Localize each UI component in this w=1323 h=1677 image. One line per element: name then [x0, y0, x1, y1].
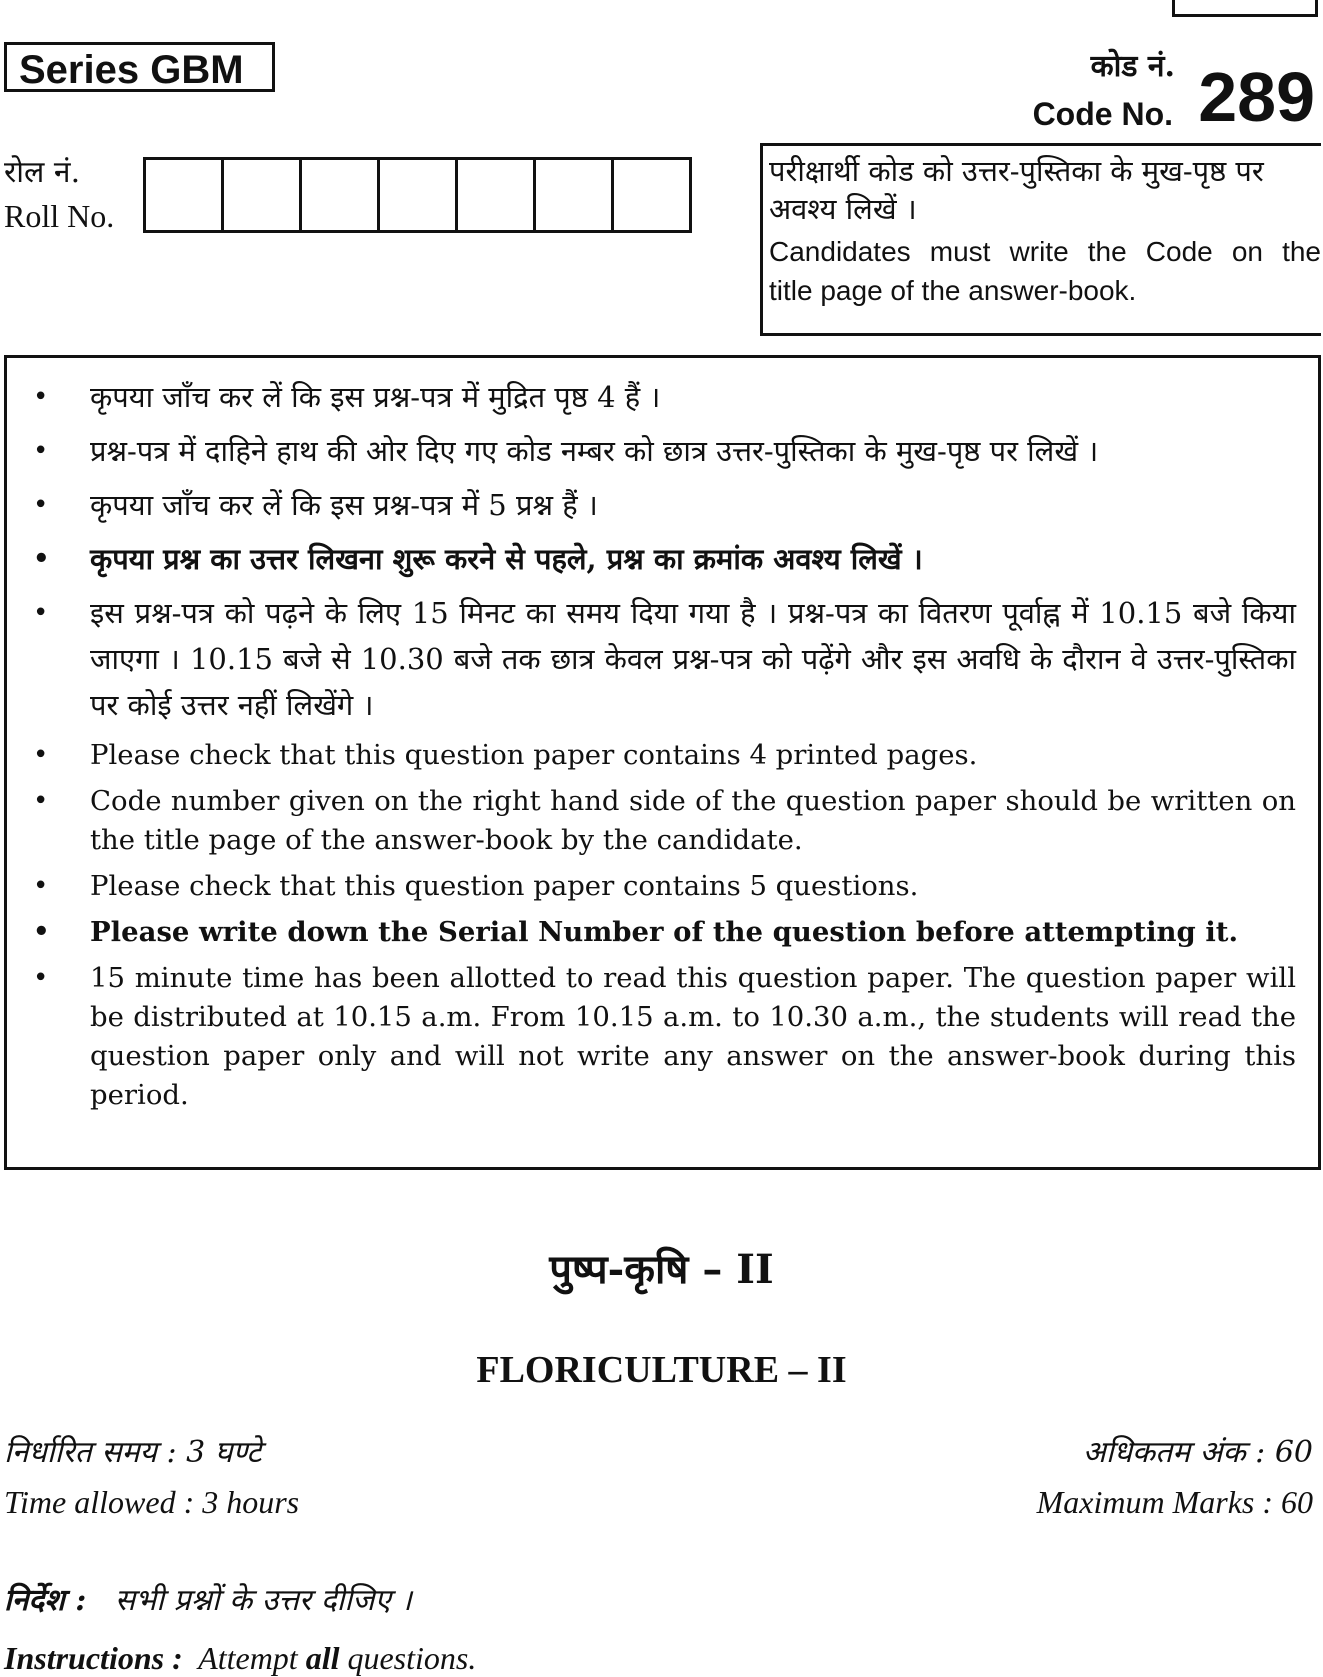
instruction-item	[7, 913, 1296, 952]
subject-title: FLORICULTURE – II	[476, 1349, 847, 1391]
roll-number-boxes	[143, 157, 692, 233]
bullet-icon: •	[33, 382, 49, 412]
instruction-item	[7, 736, 1296, 775]
instruction-text: कृपया जाँच कर लें कि इस प्रश्न-पत्र में 5 प्रश्न हैं ।	[90, 488, 598, 522]
directions-label-hindi: निर्देश :	[4, 1583, 87, 1618]
roll-label: Roll No.	[4, 198, 115, 234]
roll-number-box	[458, 160, 536, 230]
instructions-label: Instructions :	[4, 1640, 183, 1676]
roll-number-box	[614, 160, 689, 230]
top-right-box	[1172, 0, 1318, 17]
bullet-icon: •	[33, 544, 50, 574]
instruction-text: इस प्रश्न-पत्र को पढ़ने के लिए 15 मिनट का समय दिया गया है । प्रश्न-पत्र का वितरण पूर्वाह्न में 10.15 बजे किया जाएगा । 10.15 बजे से 10.30 बजे तक छात्र केवल प्रश्न-पत्र को पढ़ेंगे और इस अवधि के दौरान वे उत्तर-पुस्तिका पर कोई उत्तर नहीं लिखेंगे ।	[90, 596, 1296, 722]
code-notice-english-line1: Candidates must write the Code on the	[769, 236, 1321, 267]
directions-text-hindi: सभी प्रश्नों के उत्तर दीजिए ।	[114, 1583, 412, 1618]
instructions-post: questions.	[347, 1640, 477, 1676]
instruction-item	[7, 482, 1296, 528]
series-label: Series GBM	[4, 42, 275, 92]
code-notice-hindi: परीक्षार्थी कोड को उत्तर-पुस्तिका के मुख-पृष्ठ पर अवश्य लिखें ।	[769, 154, 1264, 226]
instruction-text: कृपया प्रश्न का उत्तर लिखना शुरू करने से पहले, प्रश्न का क्रमांक अवश्य लिखें ।	[90, 542, 923, 576]
roll-number-box	[224, 160, 302, 230]
instruction-text: Please check that this question paper contains 4 printed pages.	[90, 739, 978, 771]
code-label-hindi: कोड नं.	[1090, 49, 1175, 84]
bullet-icon: •	[33, 963, 49, 993]
roll-number-box	[146, 160, 224, 230]
bullet-icon: •	[33, 490, 49, 520]
roll-number-box	[302, 160, 380, 230]
subject-title-hindi: पुष्प-कृषि – II	[549, 1246, 774, 1293]
instruction-item	[7, 428, 1296, 474]
bullet-icon: •	[33, 871, 49, 901]
roll-number-box	[380, 160, 458, 230]
code-notice-box	[760, 143, 1321, 336]
directions-hindi	[4, 1578, 412, 1619]
instruction-item	[7, 374, 1296, 420]
bullet-icon: •	[33, 436, 49, 466]
instructions-bold: all	[305, 1640, 340, 1676]
time-allowed-hindi: निर्धारित समय : 3 घण्टे	[4, 1435, 262, 1470]
instructions-pre: Attempt	[198, 1640, 298, 1676]
code-label: Code No.	[1032, 96, 1173, 132]
directions	[4, 1640, 476, 1677]
bullet-icon: •	[33, 917, 50, 947]
code-number: 289	[1198, 58, 1315, 136]
instruction-text: कृपया जाँच कर लें कि इस प्रश्न-पत्र में मुद्रित पृष्ठ 4 हैं ।	[90, 380, 661, 414]
bullet-icon: •	[33, 740, 49, 770]
instruction-item	[7, 959, 1296, 1115]
instruction-text: Please check that this question paper contains 5 questions.	[90, 870, 919, 902]
bullet-icon: •	[33, 598, 49, 628]
maximum-marks-hindi: अधिकतम अंक : 60	[1082, 1435, 1313, 1470]
code-notice-english-line2: title page of the answer-book.	[769, 275, 1137, 306]
instruction-item	[7, 536, 1296, 582]
instruction-item	[7, 867, 1296, 906]
general-instructions-box	[4, 355, 1321, 1170]
instruction-text: प्रश्न-पत्र में दाहिने हाथ की ओर दिए गए कोड नम्बर को छात्र उत्तर-पुस्तिका के मुख-पृष्ठ पर लिखें ।	[90, 434, 1099, 468]
instruction-text: Please write down the Serial Number of the question before attempting it.	[90, 916, 1239, 948]
instruction-item	[7, 590, 1296, 728]
time-allowed: Time allowed : 3 hours	[4, 1484, 300, 1520]
maximum-marks: Maximum Marks : 60	[1036, 1484, 1313, 1520]
bullet-icon: •	[33, 786, 49, 816]
instruction-text: 15 minute time has been allotted to read this question paper. The question paper will be distributed at 10.15 a.m. From 10.15 a.m. to 10.30 a.m., the students will read the question paper only and will not write any answer on the answer-book during this period.	[90, 962, 1296, 1111]
instruction-text: Code number given on the right hand side of the question paper should be written on the title page of the answer-book by the candidate.	[90, 785, 1296, 856]
instruction-item	[7, 782, 1296, 860]
roll-number-box	[536, 160, 614, 230]
roll-label-hindi: रोल नं.	[4, 155, 81, 190]
